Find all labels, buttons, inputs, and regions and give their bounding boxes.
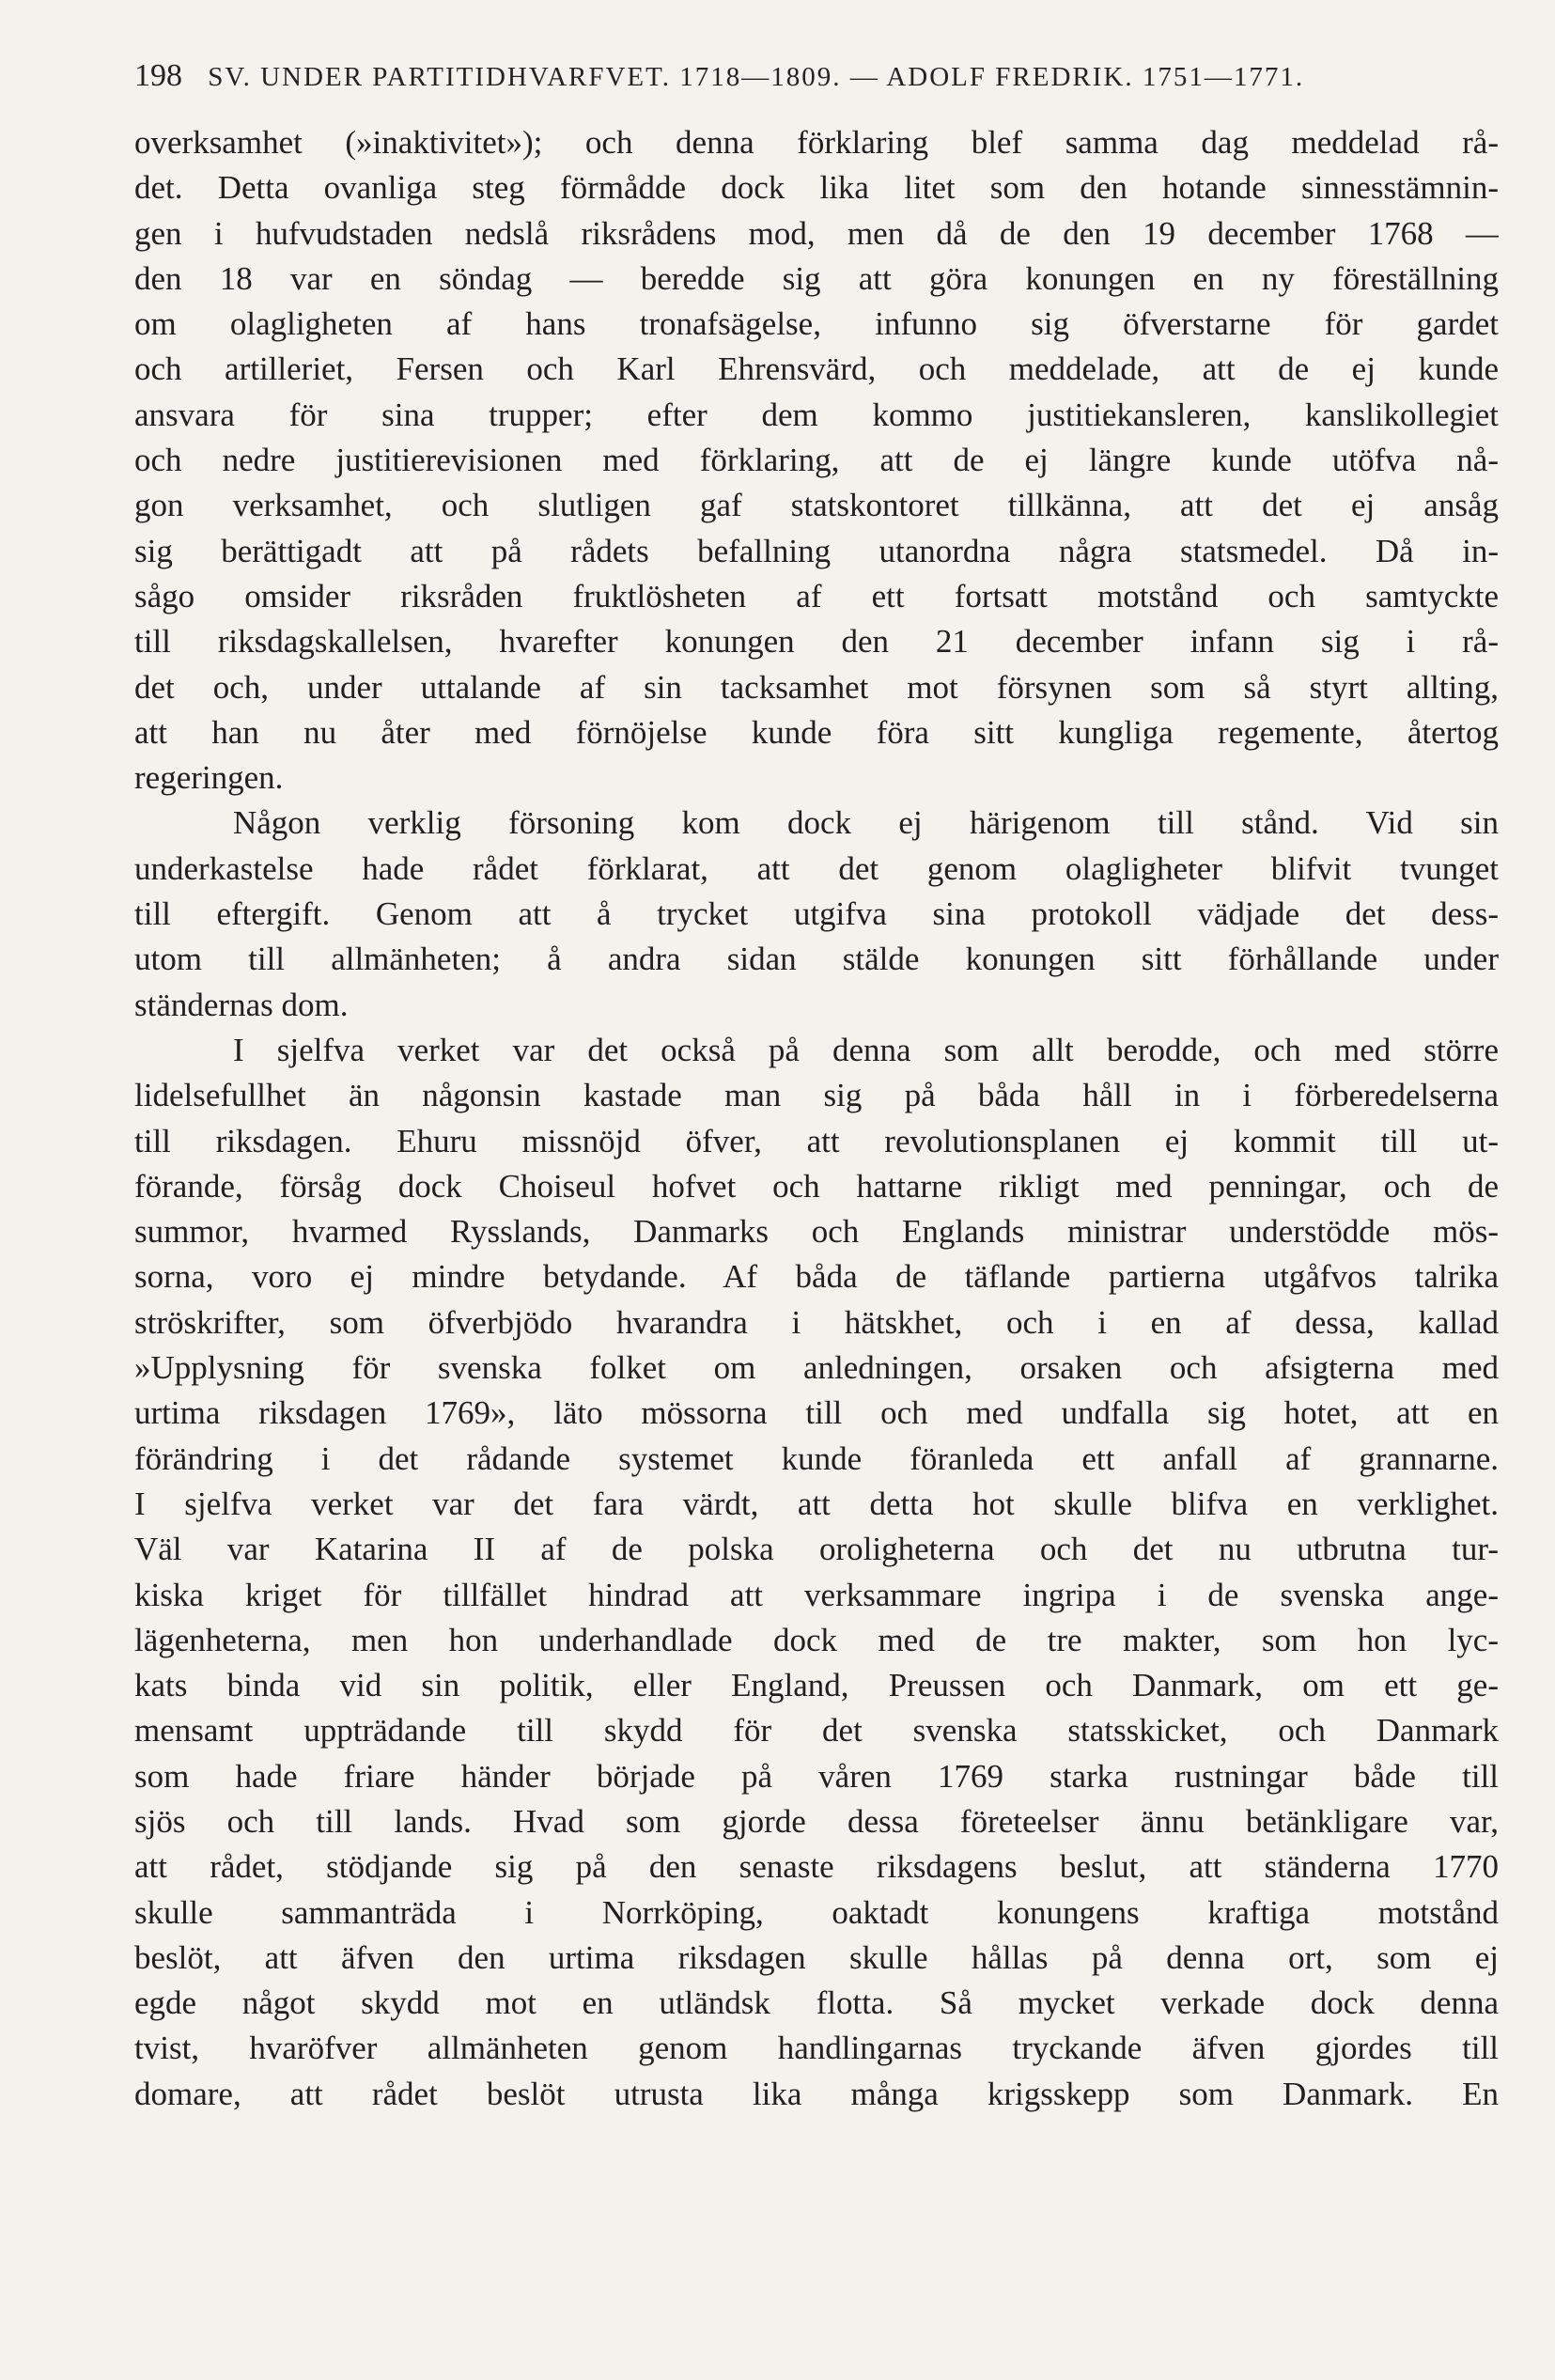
text-line: att han nu åter med förnöjelse kunde föra sitt kungliga regemente, återtog [134,713,1499,751]
text-line: lägenheterna, men hon underhandlade dock med de tre makter, som hon lyc- [134,1621,1499,1658]
text-line: det och, under uttalande af sin tacksamhet mot försynen som så styrt allting, [134,668,1499,706]
text-line: beslöt, att äfven den urtima riksdagen skulle hållas på denna ort, som ej [134,1938,1499,1976]
text-line: det. Detta ovanliga steg förmådde dock lika litet som den hotande sinnesstämnin- [134,169,1499,207]
text-line: lidelsefullhet än någonsin kastade man sig på båda håll in i förberedelserna [134,1077,1499,1114]
text-line: mensamt uppträdande till skydd för det svenska statsskicket, och Danmark [134,1712,1499,1750]
text-line: I sjelfva verket var det också på denna som allt berodde, och med större [233,1031,1499,1068]
text-line: Väl var Katarina II af de polska oroligheterna och det nu utbrutna tur- [134,1531,1499,1568]
text-line: overksamhet (»inaktivitet»); och denna förklaring blef samma dag meddelad rå- [134,124,1499,161]
text-line: om olagligheten af hans tronafsägelse, infunno sig öfverstarne för gardet [134,305,1499,343]
text-line: sågo omsider riksråden fruktlösheten af ett fortsatt motstånd och samtyckte [134,577,1499,614]
text-line: kiska kriget för tillfället hindrad att verksammare ingripa i de svenska ange- [134,1576,1499,1613]
text-line: gen i hufvudstaden nedslå riksrådens mod, men då de den 19 december 1768 — [134,214,1499,252]
text-line: till riksdagen. Ehuru missnöjd öfver, att revolutionsplanen ej kommit till ut- [134,1122,1499,1159]
text-line: ansvara för sina trupper; efter dem kommo justitiekansleren, kanslikollegiet [134,396,1499,433]
text-line: förändring i det rådande systemet kunde föranleda ett anfall af grannarne. [134,1439,1499,1477]
text-line: tvist, hvaröfver allmänheten genom handlingarnas tryckande äfven gjordes till [134,2030,1499,2067]
text-line: Någon verklig försoning kom dock ej härigenom till stånd. Vid sin [233,804,1499,842]
text-line: sjös och till lands. Hvad som gjorde dessa företeelser ännu betänkligare var, [134,1802,1499,1840]
text-line: till riksdagskallelsen, hvarefter konungen den 21 december infann sig i rå- [134,623,1499,661]
text-line: sig berättigadt att på rådets befallning utanordna några statsmedel. Då in- [134,532,1499,569]
text-line: »Upplysning för svenska folket om anledningen, orsaken och afsigterna med [134,1349,1499,1387]
text-line: I sjelfva verket var det fara värdt, att detta hot skulle blifva en verklighet. [134,1485,1499,1522]
text-line: underkastelse hade rådet förklarat, att det genom olagligheter blifvit tvunget [134,849,1499,887]
text-line: domare, att rådet beslöt utrusta lika många krigsskepp som Danmark. En [134,2075,1499,2112]
text-line: gon verksamhet, och slutligen gaf statskontoret tillkänna, att det ej ansåg [134,487,1499,524]
text-line: och nedre justitierevisionen med förklaring, att de ej längre kunde utöfva nå- [134,442,1499,479]
running-title: SV. UNDER PARTITIDHVARFVET. 1718—1809. — ADOLF FREDRIK. 1751—1771. [208,62,1305,92]
text-line: till eftergift. Genom att å trycket utgifva sina protokoll vädjade det dess- [134,895,1499,933]
text-line: kats binda vid sin politik, eller England, Preussen och Danmark, om ett ge- [134,1667,1499,1704]
text-line: förande, försåg dock Choiseul hofvet och hattarne rikligt med penningar, och de [134,1167,1499,1205]
running-header [134,58,1497,105]
text-line: ständernas dom. [134,986,349,1023]
text-line: skulle sammanträda i Norrköping, oaktadt konungens kraftiga motstånd [134,1893,1499,1931]
text-line: egde något skydd mot en utländsk flotta. Så mycket verkade dock denna [134,1984,1499,2022]
text-line: utom till allmänheten; å andra sidan stälde konungen sitt förhållande under [134,941,1499,978]
body-text [134,120,1499,2117]
text-line: som hade friare händer började på våren 1769 starka rustningar både till [134,1757,1499,1795]
text-line: urtima riksdagen 1769», läto mössorna till och med undfalla sig hotet, att en [134,1394,1499,1432]
page-number: 198 [134,58,182,93]
text-line: sorna, voro ej mindre betydande. Af båda de täflande partierna utgåfvos talrika [134,1258,1499,1296]
text-line: och artilleriet, Fersen och Karl Ehrensvärd, och meddelade, att de ej kunde [134,350,1499,388]
text-line: ströskrifter, som öfverbjödo hvarandra i hätskhet, och i en af dessa, kallad [134,1303,1499,1341]
text-line: summor, hvarmed Rysslands, Danmarks och Englands ministrar understödde mös- [134,1213,1499,1251]
text-line: att rådet, stödjande sig på den senaste riksdagens beslut, att ständerna 1770 [134,1848,1499,1886]
text-line: regeringen. [134,759,284,797]
text-line: den 18 var en söndag — beredde sig att göra konungen en ny föreställning [134,259,1499,297]
